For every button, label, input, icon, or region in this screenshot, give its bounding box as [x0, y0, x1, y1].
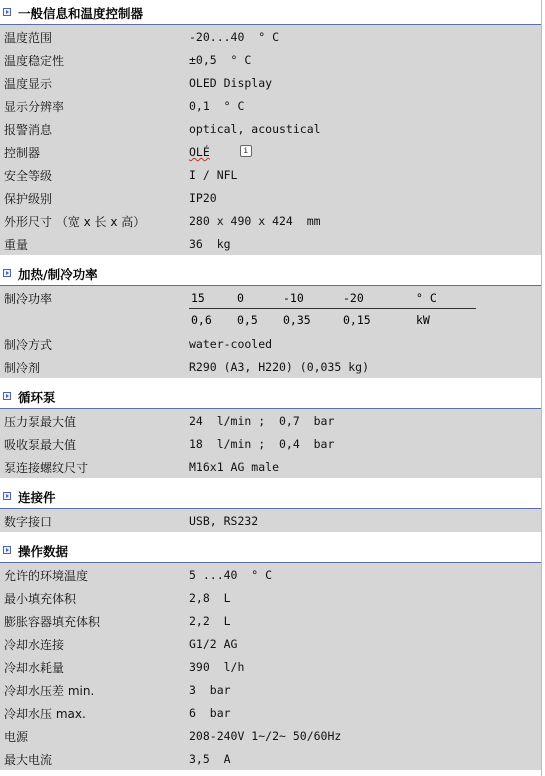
power-cell: 0,6 [191, 313, 212, 327]
spec-value: 24 l/min ; 0,7 bar [189, 414, 335, 428]
spec-label: 冷却水连接 [4, 638, 65, 652]
spec-row [0, 609, 541, 632]
spec-value: 3,5 A [189, 752, 231, 766]
spec-row [0, 724, 541, 747]
spec-value: 208-240V 1~/2~ 50/60Hz [189, 729, 342, 743]
spec-label: 制冷功率 [4, 292, 53, 306]
spec-value: 6 bar [189, 706, 231, 720]
spec-row [0, 355, 541, 378]
spec-row [0, 209, 541, 232]
spec-label: 保护级别 [4, 192, 53, 206]
spec-value: water-cooled [189, 337, 273, 351]
spec-label: 允许的环境温度 [4, 569, 89, 583]
spec-value: G1/2 AG [189, 637, 238, 651]
spec-label: 控制器 [4, 146, 41, 160]
spec-label: 冷却水压 max. [4, 707, 86, 721]
expand-arrow-icon[interactable] [3, 392, 11, 400]
spec-row [0, 747, 541, 770]
spec-label: 显示分辨率 [4, 100, 65, 114]
spec-label: 冷却水压差 min. [4, 684, 95, 698]
spec-label: 安全等级 [4, 169, 53, 183]
spec-row [0, 94, 541, 117]
spec-value: M16x1 AG male [189, 460, 280, 474]
spec-label: 膨胀容器填充体积 [4, 615, 101, 629]
section-title: 循环泵 [18, 390, 56, 405]
spec-label: 压力泵最大值 [4, 415, 77, 429]
spec-value: optical, acoustical [189, 122, 321, 136]
expand-arrow-icon[interactable] [3, 8, 11, 16]
spec-row [0, 632, 541, 655]
spec-row [0, 117, 541, 140]
spec-row [0, 563, 541, 586]
section-header-operating-data[interactable] [0, 538, 541, 563]
spec-row [0, 455, 541, 478]
spec-value: 280 x 490 x 424 mm [189, 214, 321, 228]
cooling-power-row [0, 286, 541, 332]
spec-row [0, 432, 541, 455]
spec-row [0, 140, 541, 163]
spec-value: R290 (A3, H220) (0,035 kg) [189, 360, 370, 374]
spec-value: 36 kg [189, 237, 231, 251]
spec-value: -20...40 ° C [189, 30, 280, 44]
section-header-general[interactable] [0, 0, 541, 25]
page-edge [541, 0, 542, 776]
spec-value: 5 ...40 ° C [189, 568, 273, 582]
spec-label: 最大电流 [4, 753, 53, 767]
spec-row [0, 186, 541, 209]
spec-value: IP20 [189, 191, 217, 205]
spec-value-controller [189, 145, 252, 159]
spec-label: 最小填充体积 [4, 592, 77, 606]
section-title: 加热/制冷功率 [18, 267, 98, 282]
section-title: 一般信息和温度控制器 [18, 6, 144, 21]
spec-value: USB, RS232 [189, 514, 259, 528]
spec-label: 冷却水耗量 [4, 661, 65, 675]
spec-row [0, 586, 541, 609]
temp-cell: -10 [283, 291, 304, 305]
expand-arrow-icon[interactable] [3, 492, 11, 500]
spec-value: I / NFL [189, 168, 238, 182]
section-header-cooling[interactable] [0, 261, 541, 286]
spec-label: 外形尺寸 （宽 x 长 x 高） [4, 215, 146, 229]
section-title: 连接件 [18, 490, 56, 505]
temp-unit: ° C [416, 291, 437, 305]
power-cell: 0,15 [343, 313, 371, 327]
spec-value: 3 bar [189, 683, 231, 697]
section-header-pump[interactable] [0, 384, 541, 409]
table-rule [189, 308, 476, 309]
spec-row [0, 232, 541, 255]
spec-row [0, 701, 541, 724]
spec-label: 制冷方式 [4, 338, 53, 352]
spec-label: 重量 [4, 238, 29, 252]
spec-label: 温度范围 [4, 31, 53, 45]
spec-value: 390 l/h [189, 660, 245, 674]
spec-label: 电源 [4, 730, 29, 744]
section-header-connections[interactable] [0, 484, 541, 509]
spec-row [0, 332, 541, 355]
spec-label: 制冷剂 [4, 361, 41, 375]
power-cell: 0,5 [237, 313, 258, 327]
spec-row [0, 163, 541, 186]
power-cell: 0,35 [283, 313, 311, 327]
spec-row [0, 678, 541, 701]
temp-cell: 0 [237, 291, 244, 305]
spec-label: 泵连接螺纹尺寸 [4, 461, 89, 475]
spec-label: 数字接口 [4, 515, 53, 529]
expand-arrow-icon[interactable] [3, 269, 11, 277]
spec-row [0, 25, 541, 48]
controller-value: OLÉ [189, 145, 210, 159]
section-title: 操作数据 [18, 544, 69, 559]
spec-row [0, 509, 541, 532]
spec-value: 18 l/min ; 0,4 bar [189, 437, 335, 451]
temp-cell: 15 [191, 291, 205, 305]
power-unit: kW [416, 313, 430, 327]
spec-value: 2,8 L [189, 591, 231, 605]
spec-row [0, 48, 541, 71]
spec-row [0, 409, 541, 432]
spec-row [0, 655, 541, 678]
spec-label: 温度显示 [4, 77, 53, 91]
spec-row [0, 71, 541, 94]
spec-value: 0,1 ° C [189, 99, 245, 113]
spec-value: OLED Display [189, 76, 273, 90]
info-icon[interactable]: i [240, 145, 252, 157]
temp-cell: -20 [343, 291, 364, 305]
spec-value: 2,2 L [189, 614, 231, 628]
expand-arrow-icon[interactable] [3, 546, 11, 554]
spec-value: ±0,5 ° C [189, 53, 252, 67]
spec-label: 吸收泵最大值 [4, 438, 77, 452]
spec-label: 温度稳定性 [4, 54, 65, 68]
spec-label: 报警消息 [4, 123, 53, 137]
